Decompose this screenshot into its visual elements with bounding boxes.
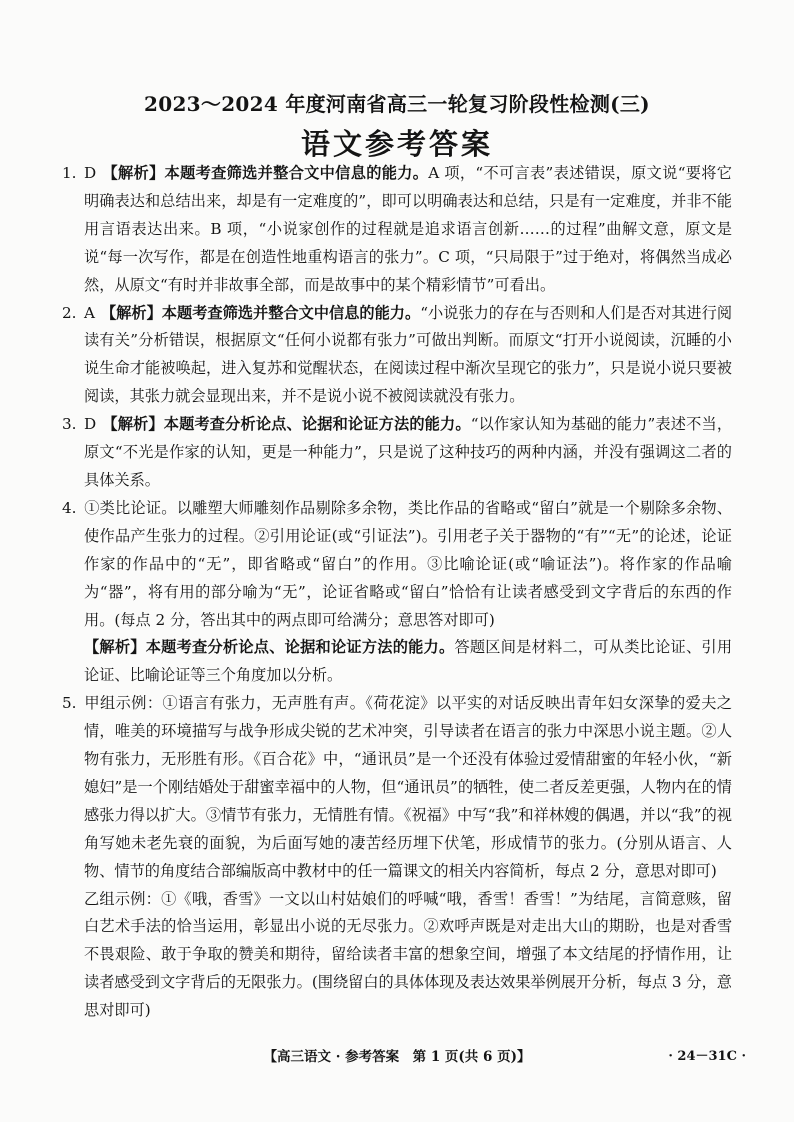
question-number: 2. — [62, 303, 77, 322]
question-number: 3. — [62, 415, 77, 434]
question-number: 4. — [62, 498, 77, 517]
question-number: 5. — [62, 694, 77, 713]
answer-text: ①类比论证。以雕塑大师雕刻作品剔除多余物，类比作品的省略或“留白”就是一个剔除多余物、使作品产生张力的过程。②引用论证(或“引证法”)。引用老子关于器物的“有”“无”的论述，论证作家的作品中的“无”，即省略或“留白”的作用。③比喻论证(或“喻证法”)。将作家的作品喻为“器”，将有用的部分喻为“无”，论证省略或“留白”恰恰有让读者感受到文字背后的东西的作用。(每点 2 分，答出其中的两点即可给满分；意思答对即可) — [84, 498, 732, 629]
document-code: · 24－31C · — [668, 1049, 746, 1064]
exam-title: 2023～2024 年度河南省高三一轮复习阶段性检测(三) — [144, 92, 650, 116]
answer-letter: D — [84, 415, 97, 434]
analysis-label: 【解析】本题考查分析论点、论据和论证方法的能力。 — [84, 638, 455, 657]
answer-item-2 — [62, 300, 732, 412]
answer-text: “小说张力的存在与否则和人们是否对其进行阅读有关”分析错误，根据原文“任何小说都有张力”可做出判断。而原文“打开小说阅读，沉睡的小说生命才能被唤起，进入复苏和觉醒状态，在阅读过程中渐次呈现它的张力”，只是说小说只要被阅读，其张力就会显现出来，并不是说小说不被阅读就没有张力。 — [84, 303, 733, 406]
answer-item-1 — [62, 160, 732, 300]
answer-letter: D — [84, 164, 97, 182]
answer-item-4 — [62, 495, 732, 635]
page-footer: 【高三语文 · 参考答案 第 1 页(共 6 页)】 — [263, 1049, 531, 1065]
answer-item-5 — [62, 690, 732, 885]
answer-letter: A — [84, 303, 95, 322]
answers-body — [62, 160, 732, 1025]
answer-item-3 — [62, 411, 732, 495]
answer-text: A 项，“不可言表”表述错误，原文说“要将它明确表达和总结出来，却是有一定难度的”，即可以明确表达和总结，只是有一定难度，并非不能用言语表达出来。B 项，“小说家创作的过程就是追求语言创新……的过程”曲解文意，原文是说“每一次写作，都是在创造性地重构语言的张力”。C 项，“只局限于”过于绝对，将偶然当成必然，从原文“有时并非故事全部，而是故事中的某个精彩情节”可看出。 — [84, 164, 732, 294]
question-number: 1. — [62, 164, 77, 182]
group-a-example: 甲组示例：①语言有张力，无声胜有声。《荷花淀》以平实的对话反映出青年妇女深挚的爱夫之情，唯美的环境描写与战争形成尖锐的艺术冲突，引导读者在语言的张力中深思小说主题。②人物有张力，无形胜有形。《百合花》中，“通讯员”是一个还没有体验过爱情甜蜜的年轻小伙，“新媳妇”是一个刚结婚处于甜蜜幸福中的人物，但“通讯员”的牺牲，使二者反差更强，人物内在的情感张力得以扩大。③情节有张力，无情胜有情。《祝福》中写“我”和祥林嫂的偶遇，并以“我”的视角写她未老先衰的面貌，为后面写她的凄苦经历埋下伏笔，形成情节的张力。(分别从语言、人物、情节的角度结合部编版高中教材中的任一篇课文的相关内容简析，每点 2 分，意思对即可) — [84, 694, 732, 880]
analysis-label: 【解析】本题考查分析论点、论据和论证方法的能力。 — [102, 415, 471, 434]
analysis-label: 【解析】本题考查筛选并整合文中信息的能力。 — [100, 303, 421, 322]
document-subtitle: 语文参考答案 — [300, 127, 493, 161]
answer-analysis-4 — [62, 634, 732, 690]
group-b-example: 乙组示例：①《哦，香雪》一文以山村姑娘们的呼喊“哦，香雪！香雪！”为结尾，言简意赅，留白艺术手法的恰当运用，彰显出小说的无尽张力。②欢呼声既是对走出大山的期盼，也是对香雪不畏艰险、敢于争取的赞美和期待，留给读者丰富的想象空间，增强了本文结尾的抒情作用，让读者感受到文字背后的无限张力。(围绕留白的具体体现及表达效果举例展开分析，每点 3 分，意思对即可) — [84, 889, 732, 1020]
answer-text: “以作家认知为基础的能力”表述不当，原文“不光是作家的认知，更是一种能力”，只是说了这种技巧的两种内涵，并没有强调这二者的具体关系。 — [84, 415, 733, 489]
analysis-label: 【解析】本题考查筛选并整合文中信息的能力。 — [102, 164, 429, 182]
analysis-text: 答题区间是材料二，可从类比论证、引用论证、比喻论证等三个角度加以分析。 — [84, 638, 733, 685]
